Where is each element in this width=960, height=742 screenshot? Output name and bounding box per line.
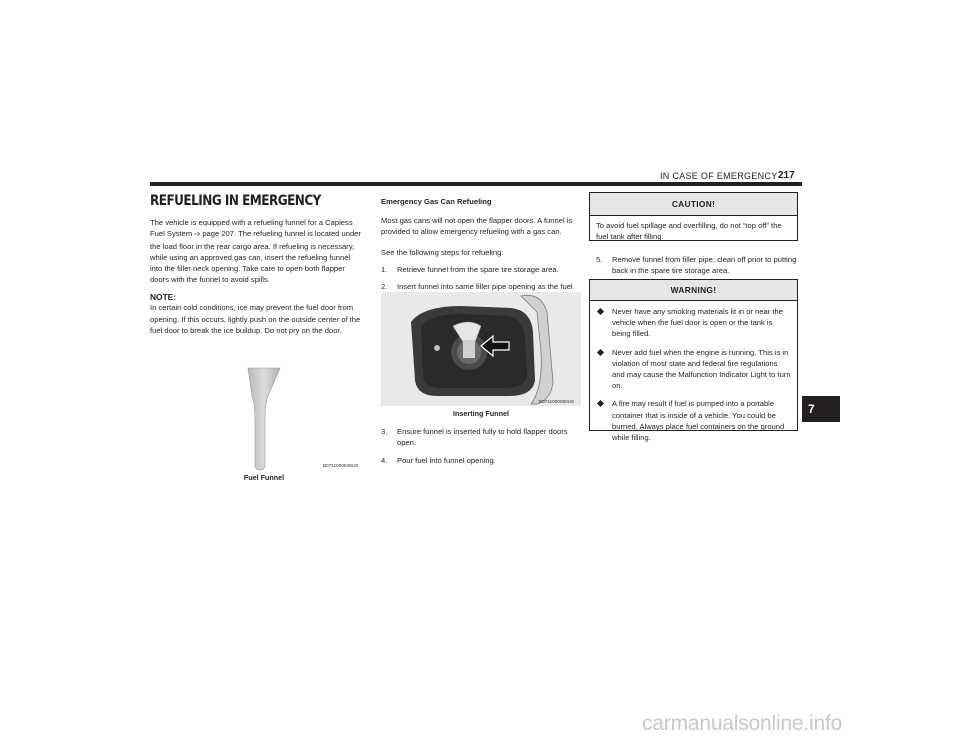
warning-list: [596, 306, 791, 443]
figure-code: B0711000049US: [323, 463, 359, 468]
bullet-diamond-icon: [597, 400, 604, 407]
note: [150, 292, 362, 336]
caution-box: [589, 192, 798, 241]
steps-intro: See the following steps for refueling:: [381, 247, 504, 257]
list-item: 3. Ensure funnel is inserted fully to hold flapper doors open.: [381, 427, 568, 448]
list-item: Never add fuel when the engine is running. This is in violation of most state and federal fire regulations and may cause the Malfunction Indicator Light to turn on.: [596, 347, 791, 392]
list-item: 1. Retrieve funnel from the spare tire storage area.: [381, 264, 559, 274]
note-label: NOTE:: [150, 292, 177, 303]
step-text: Remove funnel from filler pipe, clean off prior to putting back in the spare tire storage area.: [612, 255, 797, 276]
section-header: IN CASE OF EMERGENCY: [660, 171, 778, 181]
list-item: 4. Pour fuel into funnel opening.: [381, 456, 496, 466]
steps-list-b: [381, 426, 581, 467]
list-item: 2. Insert funnel into same filler pipe opening as the fuel: [381, 282, 573, 292]
intro-text-after-ref: page 207. The refueling funnel is located under the load floor in the rear cargo area. If refueling is necessary, while using an approved gas can, insert the refueling funnel into the filler neck opening. Take care to open both flapper doors with the funnel to avoid spills.: [150, 229, 361, 285]
watermark: carmanualsonline.info: [642, 712, 843, 735]
subheading: Emergency Gas Can Refueling: [381, 197, 492, 206]
warning-box: [589, 279, 798, 443]
intro-text-before-ref: The vehicle is equipped with a refueling funnel for a Capless Fuel System: [150, 218, 353, 239]
caution-heading: CAUTION!: [590, 193, 797, 216]
figure-code: B0711000050US: [539, 399, 575, 404]
bullet-diamond-icon: [597, 349, 604, 356]
bullet-diamond-icon: [597, 308, 604, 315]
note-text: In certain cold conditions, ice may prevent the fuel door from opening. If this occurs, lightly push on the outside center of the fuel door to break the ice buildup. Do not pry on the door.: [150, 303, 361, 335]
fuel-funnel-image: [236, 366, 366, 474]
intro-paragraph: [150, 217, 362, 285]
inserting-funnel-image: [381, 292, 581, 406]
step-number: 5.: [596, 255, 603, 264]
fuel-funnel-figure: [236, 366, 366, 474]
middle-column-continued: [381, 426, 581, 473]
list-item: A fire may result if fuel is pumped into a portable container that is inside of a vehicle. You could be burned. Always place fuel containers on the ground while filling.: [596, 398, 791, 443]
header-rule: [150, 182, 802, 186]
figure-caption: Fuel Funnel: [243, 473, 285, 482]
left-column: [150, 193, 362, 345]
caution-text: To avoid fuel spillage and overfilling, do not “top off” the fuel tank after filling.: [596, 221, 782, 242]
warning-heading: WARNING!: [590, 280, 797, 301]
chapter-tab: 7: [802, 396, 840, 422]
list-item: Never have any smoking materials lit in or near the vehicle when the fuel door is open or the tank is being filled.: [596, 306, 791, 340]
step-5: [596, 254, 801, 276]
page-reference-arrow-icon: ➩: [194, 231, 201, 239]
page-number: 217: [778, 170, 795, 181]
middle-intro: Most gas cans will not open the flapper doors. A funnel is provided to allow emergency refueling with a gas can.: [381, 216, 573, 237]
inserting-funnel-figure: [381, 292, 581, 406]
figure-caption: Inserting Funnel: [453, 409, 509, 418]
page-title: REFUELING IN EMERGENCY: [150, 193, 321, 209]
